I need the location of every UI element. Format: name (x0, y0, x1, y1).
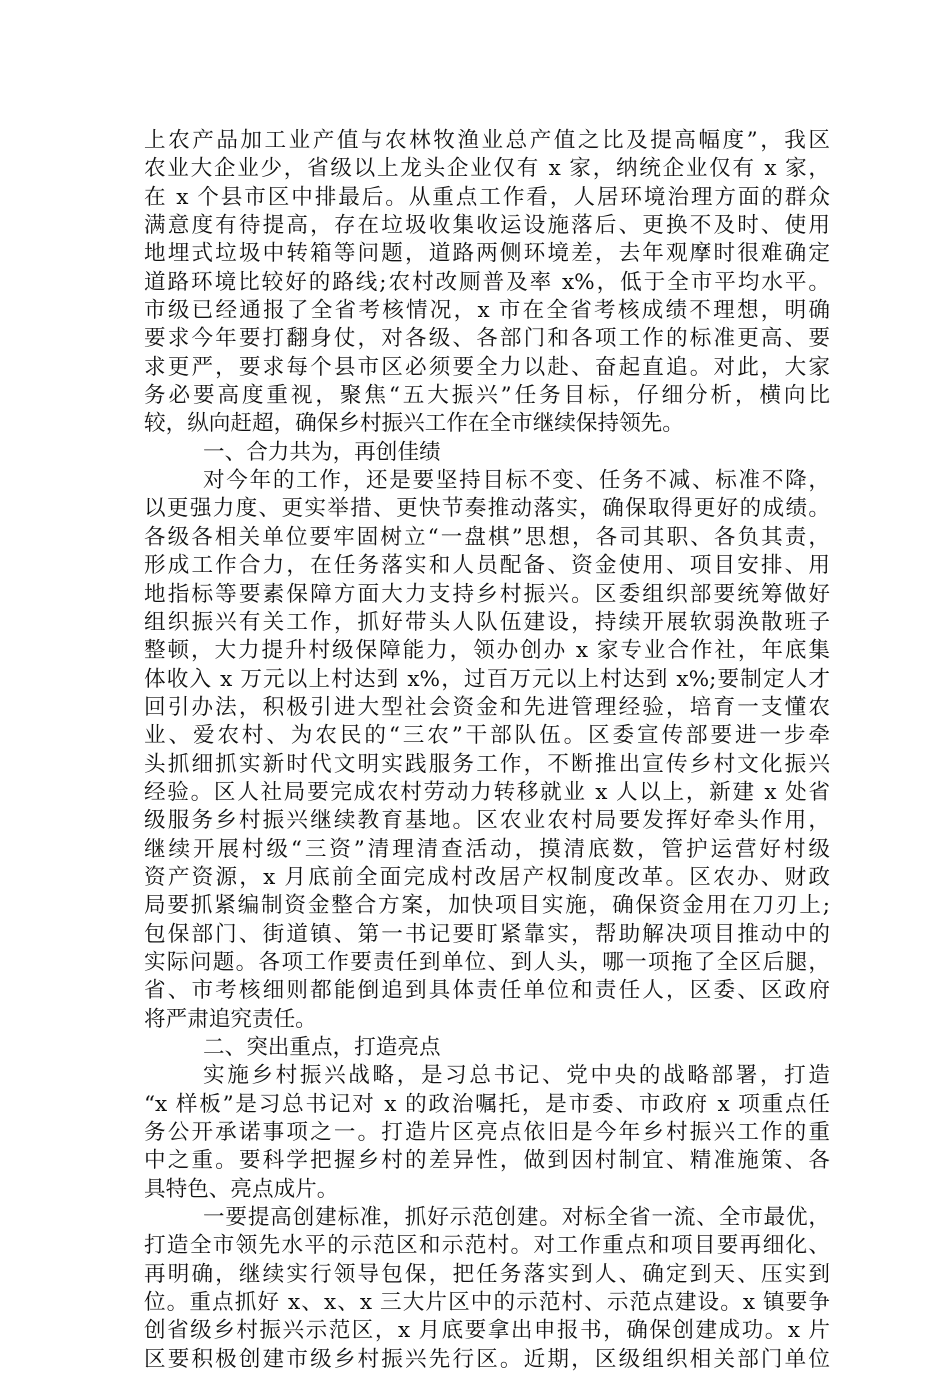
text-line: 形成工作合力，在任务落实和人员配备、资金使用、项目安排、用 (144, 553, 830, 579)
text-line: 以更强力度、更实举措、更快节奏推动落实，确保取得更好的成绩。 (144, 496, 830, 522)
text-line: 地指标等要素保障方面大力支持乡村振兴。区委组织部要统筹做好 (144, 581, 830, 607)
text-line: 实施乡村振兴战略，是习总书记、党中央的战略部署，打造 (203, 1063, 830, 1089)
text-line: 局要抓紧编制资金整合方案，加快项目实施，确保资金用在刀刃上; (144, 893, 830, 919)
section-heading: 二、突出重点，打造亮点 (203, 1035, 441, 1060)
text-line: 经验。区人社局要完成农村劳动力转移就业 x 人以上，新建 x 处省 (144, 779, 830, 805)
text-line: 在 x 个县市区中排最后。从重点工作看，人居环境治理方面的群众 (144, 184, 830, 210)
text-line: 区要积极创建市级乡村振兴先行区。近期，区级组织相关部门单位 (144, 1346, 830, 1372)
text-line: 求更严，要求每个县市区必须要全力以赴、奋起直追。对此，大家 (144, 354, 830, 380)
text-line: 位。重点抓好 x、x、x 三大片区中的示范村、示范点建设。x 镇要争 (144, 1290, 830, 1316)
text-line: 整顿，大力提升村级保障能力，领办创办 x 家专业合作社，年底集 (144, 638, 830, 664)
text-line: 回引办法，积极引进大型社会资金和先进管理经验，培育一支懂农 (144, 694, 830, 720)
text-line: 头抓细抓实新时代文明实践服务工作，不断推出宣传乡村文化振兴 (144, 751, 830, 777)
text-line: 继续开展村级“三资”清理清查活动，摸清底数，管护运营好村级 (144, 836, 830, 862)
text-line: 务公开承诺事项之一。打造片区亮点依旧是今年乡村振兴工作的重 (144, 1120, 830, 1146)
text-line: 打造全市领先水平的示范区和示范村。对工作重点和项目要再细化、 (144, 1233, 830, 1259)
text-line: 实际问题。各项工作要责任到单位、到人头，哪一项拖了全区后腿， (144, 949, 830, 975)
text-line: 具特色、亮点成片。 (144, 1176, 339, 1202)
text-line: 业、爱农村、为农民的“三农”干部队伍。区委宣传部要进一步牵 (144, 723, 830, 749)
text-line: 各级各相关单位要牢固树立“一盘棋”思想，各司其职、各负其责， (144, 524, 830, 550)
text-line: 一要提高创建标准，抓好示范创建。对标全省一流、全市最优， (203, 1205, 830, 1231)
text-line: 创省级乡村振兴示范区，x 月底要拿出申报书，确保创建成功。x 片 (144, 1318, 830, 1344)
section-heading: 一、合力共为，再创佳绩 (203, 439, 441, 465)
text-line: 对今年的工作，还是要坚持目标不变、任务不减、标准不降， (203, 468, 830, 494)
text-line: 省、市考核细则都能倒追到具体责任单位和责任人，区委、区政府 (144, 978, 830, 1004)
text-line: 较，纵向赶超，确保乡村振兴工作在全市继续保持领先。 (144, 411, 684, 437)
text-line: 再明确，继续实行领导包保，把任务落实到人、确定到天、压实到 (144, 1261, 830, 1287)
text-line: 农业大企业少，省级以上龙头企业仅有 x 家，纳统企业仅有 x 家， (144, 156, 830, 182)
text-line: 中之重。要科学把握乡村的差异性，做到因村制宜、精准施策、各 (144, 1148, 830, 1174)
text-line: 道路环境比较好的路线;农村改厕普及率 x%，低于全市平均水平。 (144, 269, 830, 295)
text-line: 要求今年要打翻身仗，对各级、各部门和各项工作的标准更高、要 (144, 326, 830, 352)
text-line: 包保部门、街道镇、第一书记要盯紧靠实，帮助解决项目推动中的 (144, 921, 830, 947)
text-line: 级服务乡村振兴继续教育基地。区农业农村局要发挥好牵头作用， (144, 808, 830, 834)
text-line: 满意度有待提高，存在垃圾收集收运设施落后、更换不及时、使用 (144, 213, 830, 239)
text-line: 上农产品加工业产值与农林牧渔业总产值之比及提高幅度”，我区 (144, 128, 830, 153)
text-line: 组织振兴有关工作，抓好带头人队伍建设，持续开展软弱涣散班子 (144, 609, 830, 635)
text-line: “x 样板”是习总书记对 x 的政治嘱托，是市委、市政府 x 项重点任 (144, 1091, 830, 1117)
text-line: 资产资源，x 月底前全面完成村改居产权制度改革。区农办、财政 (144, 864, 830, 890)
text-line: 将严肃追究责任。 (144, 1006, 317, 1032)
body-text (144, 127, 830, 1374)
text-line: 地埋式垃圾中转箱等问题，道路两侧环境差，去年观摩时很难确定 (144, 241, 830, 267)
text-line: 务必要高度重视，聚焦“五大振兴”任务目标，仔细分析，横向比 (144, 383, 830, 409)
text-line: 市级已经通报了全省考核情况，x 市在全省考核成绩不理想，明确 (144, 298, 830, 324)
text-line: 体收入 x 万元以上村达到 x%，过百万元以上村达到 x%;要制定人才 (144, 666, 830, 692)
